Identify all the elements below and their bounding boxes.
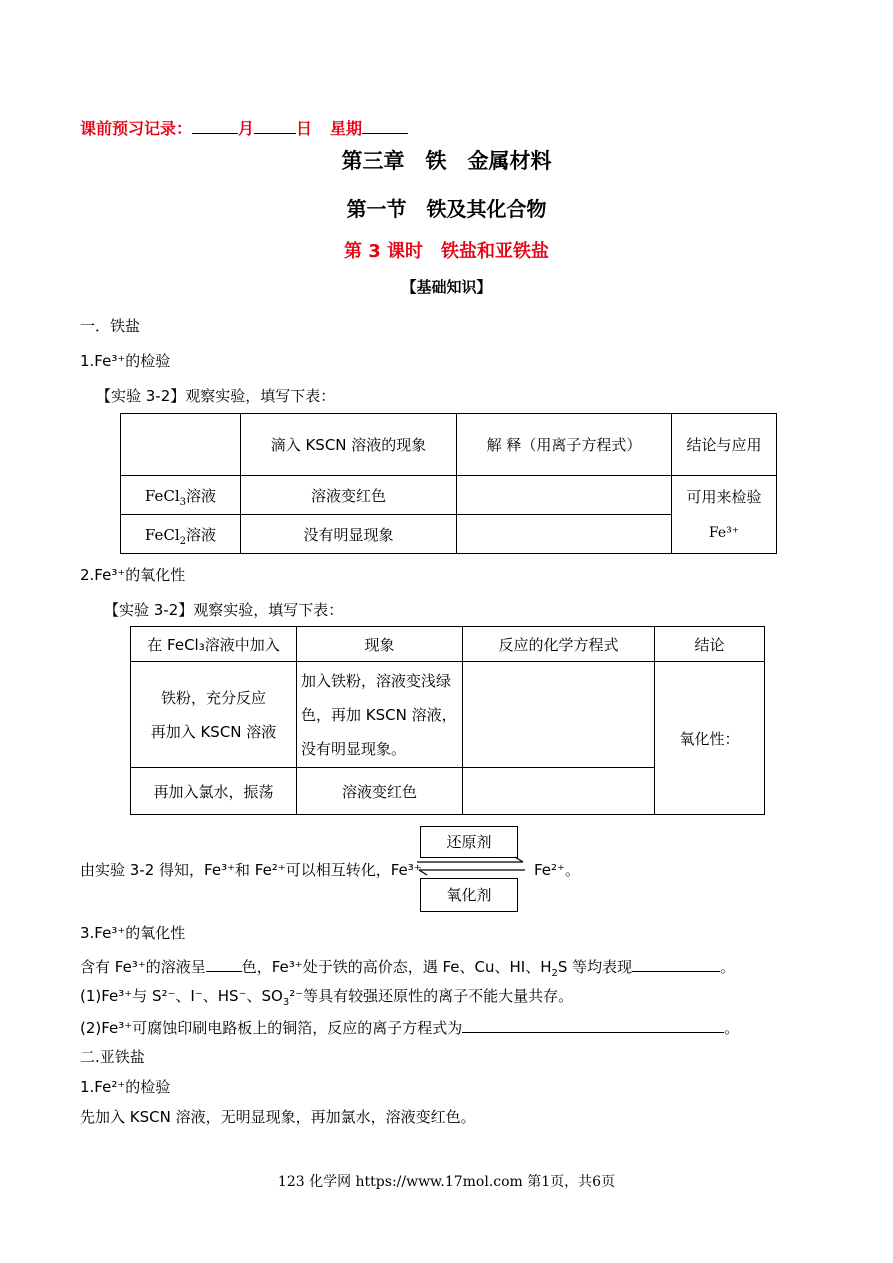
phenomenon-cell: 溶液变红色: [297, 768, 463, 815]
ionic-equation-blank: [462, 1016, 724, 1033]
item-fe2-test: 1.Fe²⁺的检验: [80, 1078, 171, 1096]
fe3-test-table: [120, 413, 777, 554]
property-blank: [632, 955, 720, 972]
oxidizer-box: 氧化剂: [420, 878, 518, 912]
table-header-cell: 现象: [297, 627, 463, 662]
month-blank: [192, 117, 238, 134]
table-header-cell: 在 FeCl₃溶液中加入: [131, 627, 297, 662]
explain-cell: [457, 476, 672, 515]
action-cell: 铁粉，充分反应 再加入 KSCN 溶液: [131, 662, 297, 768]
equation-cell: [463, 662, 655, 768]
day-blank: [254, 117, 296, 134]
table-header-cell: 解 释（用离子方程式）: [457, 414, 672, 476]
chapter-title: 第三章 铁 金属材料: [341, 149, 552, 173]
table-header-cell: 结论与应用: [672, 414, 777, 476]
day-label: 日: [296, 119, 313, 138]
item-fe3-oxidizing: 2.Fe³⁺的氧化性: [80, 566, 186, 584]
fe2-test-text: 先加入 KSCN 溶液，无明显现象，再加氯水，溶液变红色。: [80, 1108, 476, 1126]
fe3-property-line: 含有 Fe³⁺的溶液呈 色，Fe³⁺处于铁的高价态，遇 Fe、Cu、HI、$H_2S$ 等均表现 。: [80, 955, 735, 977]
action-cell: 再加入氯水，振荡: [131, 768, 297, 815]
item-fe3-test: 1.Fe³⁺的检验: [80, 352, 171, 370]
experiment-intro-2: 【实验 3-2】观察实验，填写下表：: [104, 601, 344, 619]
table-row: [131, 662, 765, 768]
weekday-label: 星期: [330, 119, 363, 138]
color-blank: [206, 955, 242, 972]
fe3-oxidation-table: [130, 626, 765, 815]
month-label: 月: [238, 119, 255, 138]
conclusion-cell: 可用来检验 Fe³⁺: [672, 476, 777, 554]
transform-tail: Fe²⁺。: [534, 861, 580, 879]
table-header-cell: 结论: [655, 627, 765, 662]
table-row: [121, 476, 777, 515]
basics-heading: 【基础知识】: [401, 278, 492, 296]
table-header-cell: [121, 414, 241, 476]
part1-heading: 一．铁盐: [80, 317, 141, 335]
equilibrium-arrows-icon: [415, 856, 527, 878]
preview-label: 课前预习记录：: [80, 119, 193, 138]
copper-etch-line: (2)Fe³⁺可腐蚀印刷电路板上的铜箔，反应的离子方程式为 。: [80, 1016, 739, 1038]
transform-text: 由实验 3-2 得知，Fe³⁺和 Fe²⁺可以相互转化，Fe³⁺: [80, 861, 422, 879]
phenomenon-cell: 加入铁粉，溶液变浅绿 色，再加 KSCN 溶液， 没有明显现象。: [297, 662, 463, 768]
lesson-title: 第 3 课时 铁盐和亚铁盐: [343, 241, 550, 262]
page-footer: 123 化学网 https://www.17mol.com 第1页，共6页: [277, 1174, 616, 1190]
table-header-row: [121, 414, 777, 476]
section-title: 第一节 铁及其化合物: [346, 197, 547, 221]
conclusion-cell: 氧化性：: [655, 662, 765, 815]
coexistence-line: (1)Fe³⁺与 S²⁻、I⁻、HS⁻、$SO_3^{2-}$等具有较强还原性的离子不能大量共存。: [80, 987, 574, 1008]
part2-heading: 二.亚铁盐: [80, 1048, 145, 1066]
reducer-box: 还原剂: [420, 826, 518, 858]
explain-cell: [457, 515, 672, 554]
equation-cell: [463, 768, 655, 815]
experiment-intro-1: 【实验 3-2】观察实验，填写下表：: [96, 387, 336, 405]
table-header-row: [131, 627, 765, 662]
reagent-cell: FeCl$_2$溶液: [121, 515, 241, 554]
item-fe3-oxidizing-3: 3.Fe³⁺的氧化性: [80, 924, 186, 942]
table-header-cell: 滴入 KSCN 溶液的现象: [241, 414, 457, 476]
preview-record-line: [80, 116, 408, 139]
table-header-cell: 反应的化学方程式: [463, 627, 655, 662]
weekday-blank: [362, 117, 408, 134]
phenomenon-cell: 溶液变红色: [241, 476, 457, 515]
reagent-cell: FeCl$_3$溶液: [121, 476, 241, 515]
phenomenon-cell: 没有明显现象: [241, 515, 457, 554]
